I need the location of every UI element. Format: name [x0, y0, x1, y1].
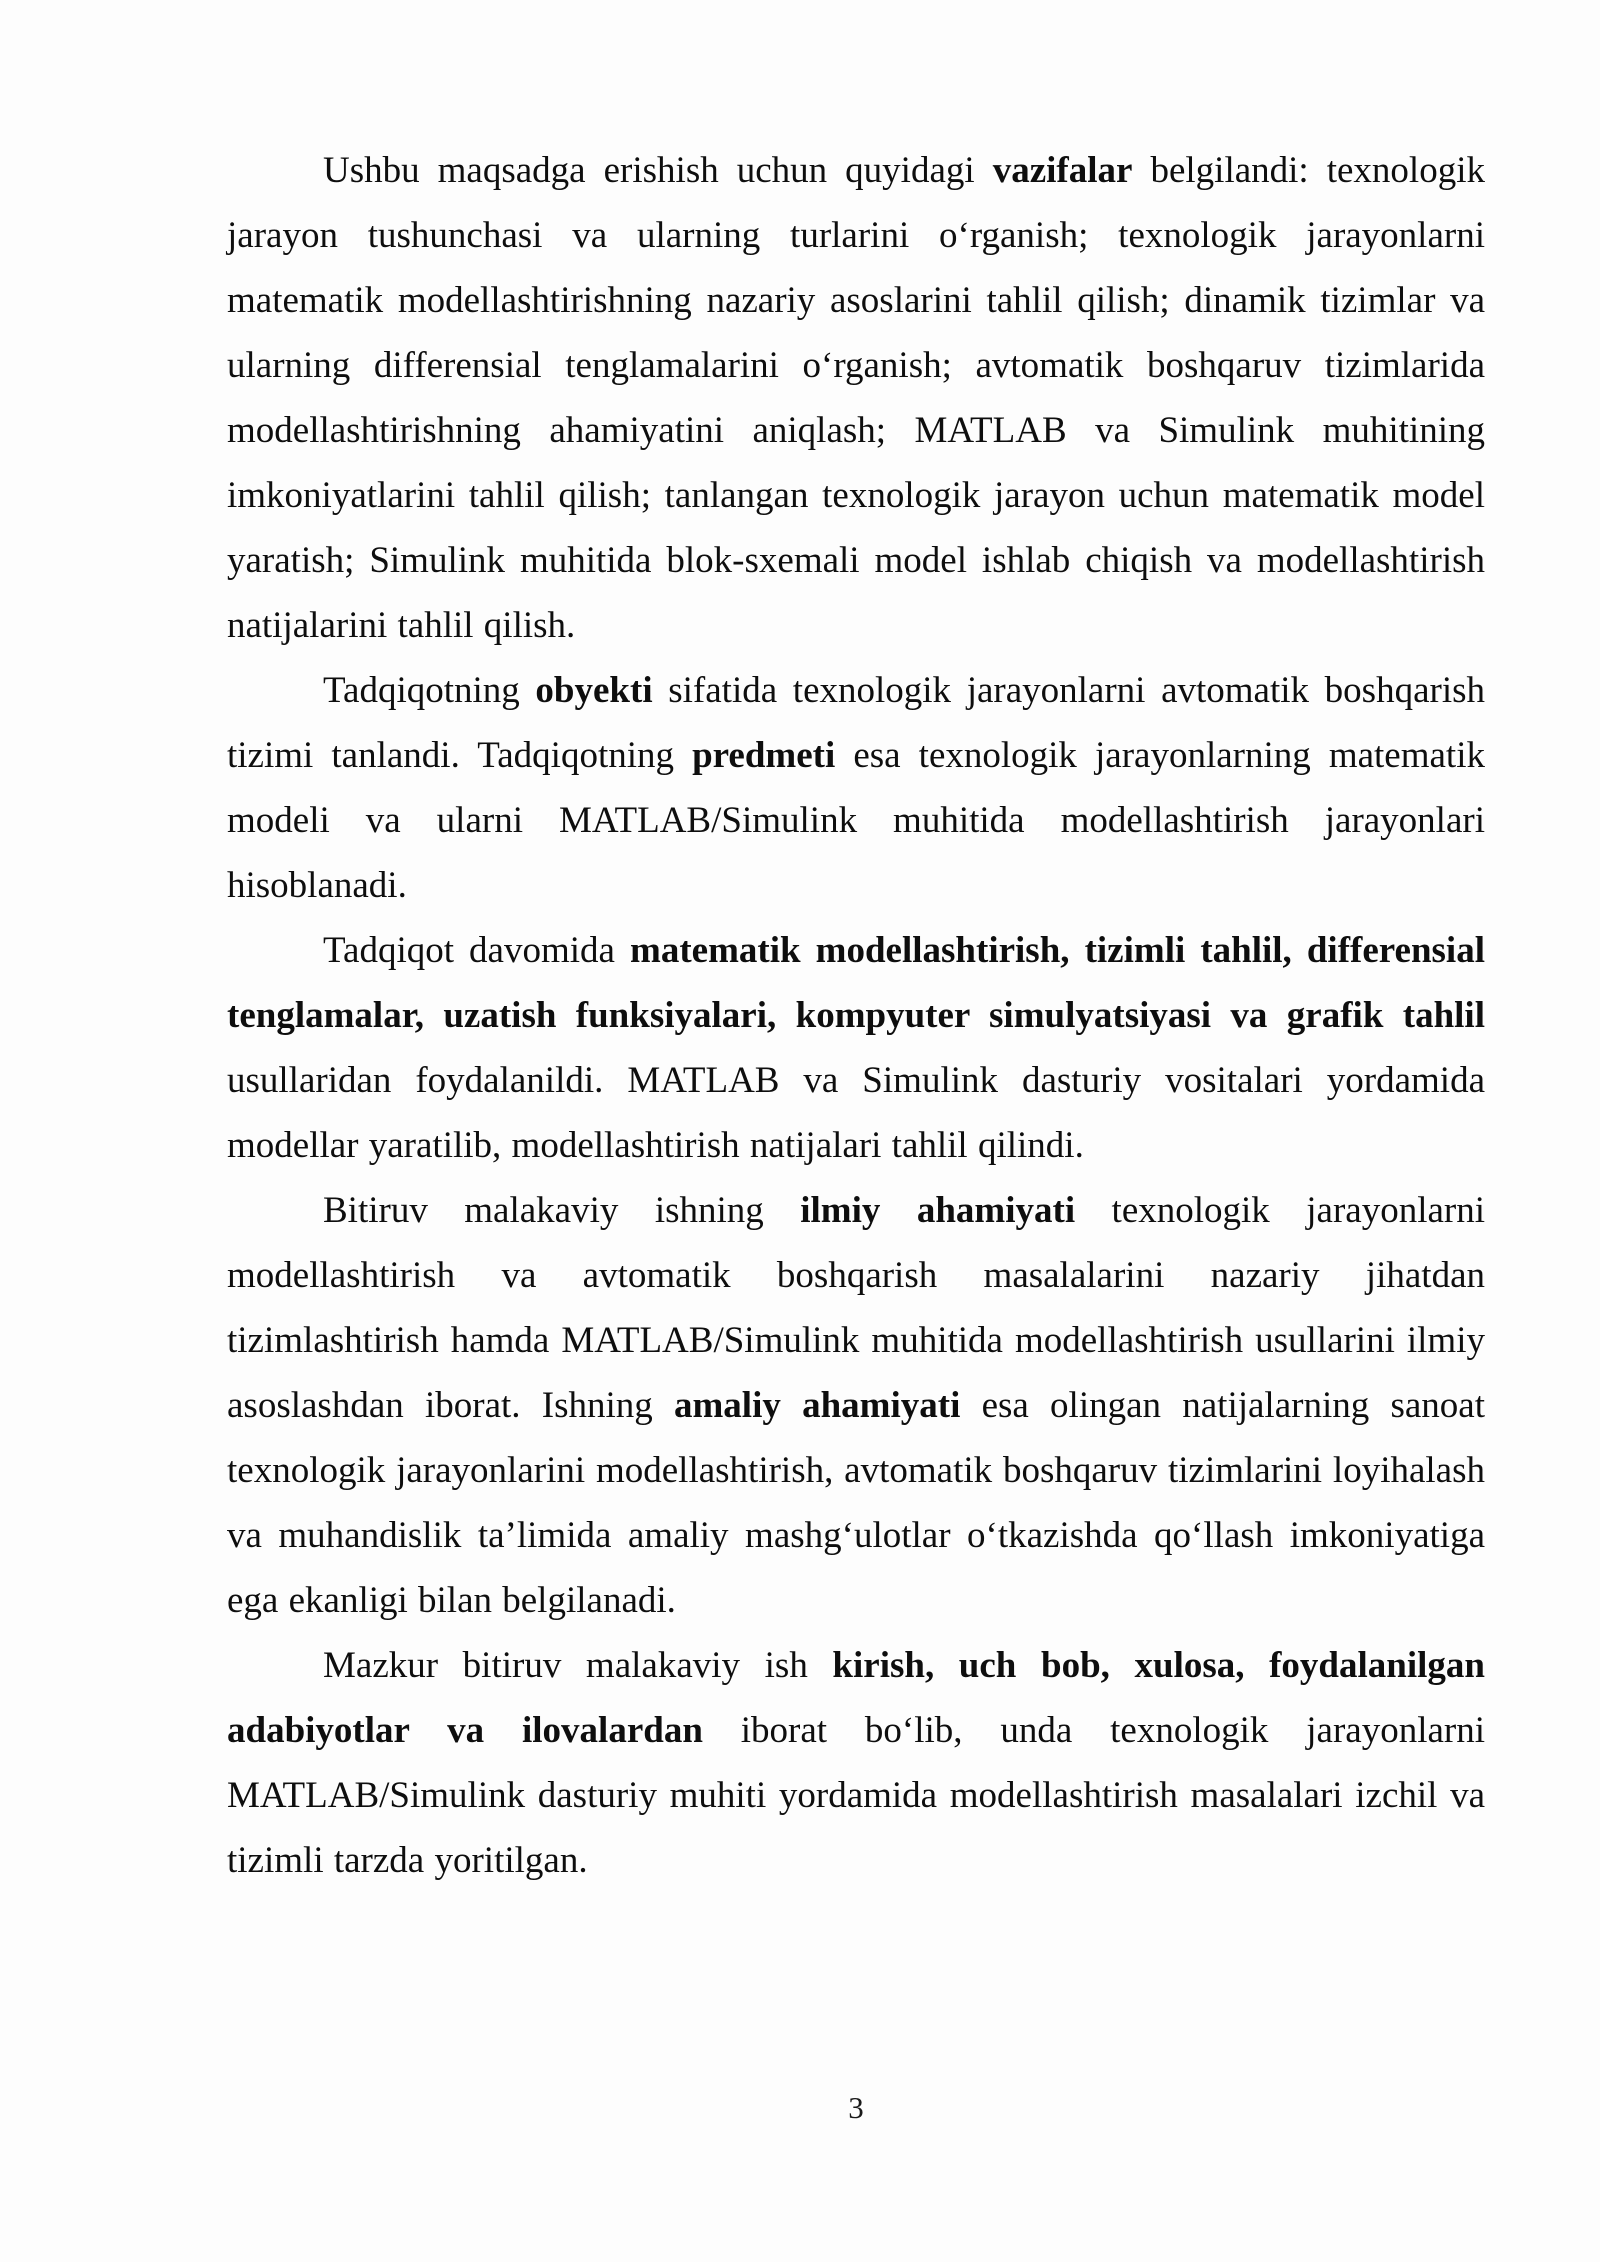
bold-text-segment: matematik modellashtirish, tizimli tahlil, differensial tenglamalar, uzatish funksiyalari, kompyuter simulyatsiyasi va grafik tahlil: [227, 930, 1485, 1036]
paragraph: [227, 1633, 1485, 1893]
paragraph: [227, 1178, 1485, 1633]
page-number: 3: [848, 2090, 864, 2125]
paragraph: [227, 918, 1485, 1178]
bold-text-segment: amaliy ahamiyati: [673, 1385, 961, 1426]
text-segment: Tadqiqot davomida: [323, 930, 631, 971]
paragraph: [227, 138, 1485, 658]
paragraph: [227, 658, 1485, 918]
text-segment: Bitiruv malakaviy ishning: [323, 1190, 801, 1231]
text-segment: esa texnologik jarayonlarning matematik modeli va ularni MATLAB/Simulink muhitida modellashtirish jarayonlari hisoblanadi.: [227, 735, 1485, 906]
text-segment: esa olingan natijalarning sanoat texnologik jarayonlarini modellashtirish, avtomatik boshqaruv tizimlarini loyihalash va muhandislik ta’limida amaliy mashgʻulotlar oʻtkazishda qoʻllash imkoniyatiga ega ekanligi bilan belgilanadi.: [227, 1385, 1485, 1621]
text-segment: texnologik jarayonlarni modellashtirish va avtomatik boshqarish masalalarini nazariy jihatdan tizimlashtirish hamda MATLAB/Simulink muhitida modellashtirish usullarini ilmiy asoslashdan iborat. Ishning: [227, 1190, 1485, 1426]
text-segment: Tadqiqotning: [323, 670, 536, 711]
text-segment: Mazkur bitiruv malakaviy ish: [323, 1645, 833, 1686]
text-segment: usullaridan foydalanildi. MATLAB va Simulink dasturiy vositalari yordamida modellar yaratilib, modellashtirish natijalari tahlil qilindi.: [227, 1060, 1485, 1166]
text-segment: sifatida texnologik jarayonlarni avtomatik boshqarish tizimi tanlandi. Tadqiqotning: [227, 670, 1485, 776]
bold-text-segment: ilmiy ahamiyati: [800, 1190, 1076, 1231]
bold-text-segment: vazifalar: [992, 150, 1133, 191]
text-segment: iborat boʻlib, unda texnologik jarayonlarni MATLAB/Simulink dasturiy muhiti yordamida modellashtirish masalalari izchil va tizimli tarzda yoritilgan.: [227, 1710, 1485, 1881]
bold-text-segment: predmeti: [692, 735, 836, 776]
body-text-block: [227, 138, 1485, 1893]
bold-text-segment: kirish, uch bob, xulosa, foydalanilgan adabiyotlar va ilovalardan: [227, 1645, 1485, 1751]
text-segment: Ushbu maqsadga erishish uchun quyidagi: [323, 150, 993, 191]
text-segment: belgilandi: texnologik jarayon tushunchasi va ularning turlarini oʻrganish; texnologik jarayonlarni matematik modellashtirishning nazariy asoslarini tahlil qilish; dinamik tizimlar va ularning differensial tenglamalarini oʻrganish; avtomatik boshqaruv tizimlarida modellashtirishning ahamiyatini aniqlash; MATLAB va Simulink muhitining imkoniyatlarini tahlil qilish; tanlangan texnologik jarayon uchun matematik model yaratish; Simulink muhitida blok-sxemali model ishlab chiqish va modellashtirish natijalarini tahlil qilish.: [227, 150, 1485, 646]
bold-text-segment: obyekti: [535, 670, 653, 711]
